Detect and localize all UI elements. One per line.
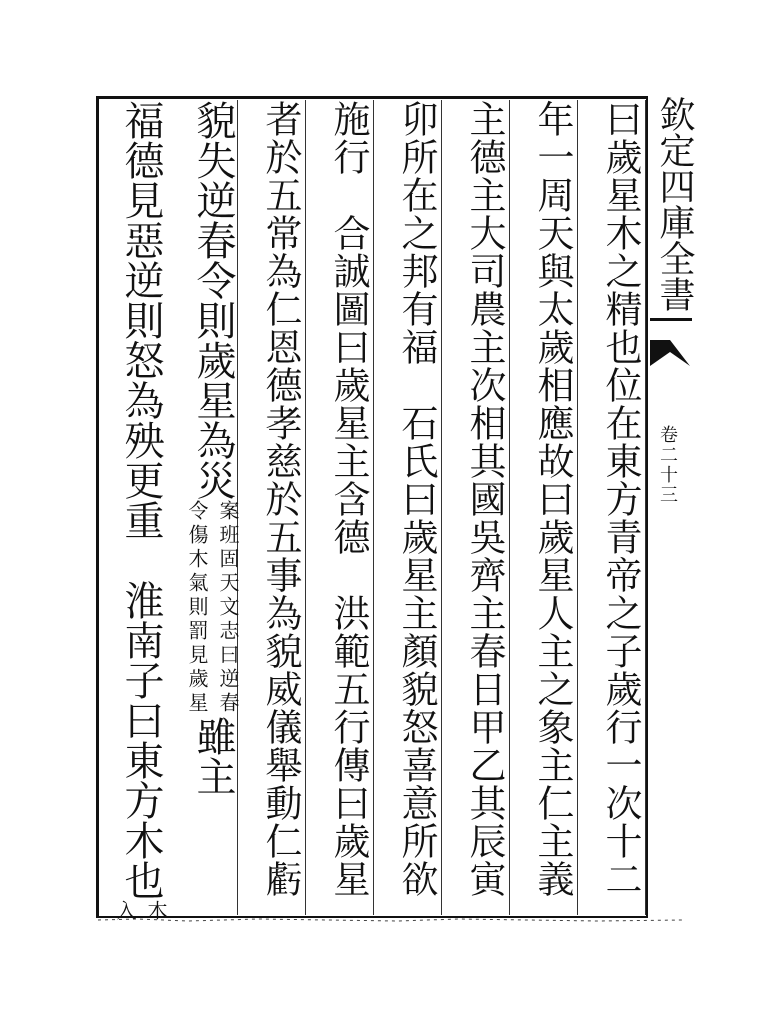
text-column-5: [324, 100, 374, 915]
text-column-3: [460, 100, 510, 915]
column-text: 卯所在之邦有福 石氏曰歲星主顏貌怒喜意所欲: [395, 100, 438, 898]
column-text: 曰歲星木之精也位在東方青帝之子歲行一次十二: [599, 100, 642, 898]
column-text: 福德見惡逆則怒為殃更重 淮南子曰東方木也: [118, 100, 164, 900]
text-column-8: [113, 100, 168, 920]
text-column-2: [528, 100, 578, 915]
text-column-4: [392, 100, 442, 915]
volume-label: 卷二十三: [657, 425, 678, 505]
text-column-1: [596, 100, 646, 915]
column-text: 主德主大司農主次相其國吳齊主春日甲乙其辰寅: [463, 100, 506, 898]
column-text: 年一周天與太歲相應故曰歲星人主之象主仁主義: [531, 100, 574, 898]
annotation-left: 入: [113, 900, 137, 920]
fish-tail-mark-icon: [648, 338, 692, 368]
text-column-6: [256, 100, 306, 915]
column-text-bottom: 雖主: [190, 716, 236, 796]
column-text: 施行 合誠圖曰歲星主含德 洪範五行傳曰歲星: [327, 100, 370, 898]
annotation-right: 木: [144, 900, 168, 920]
annotation-left: 令傷木氣則罰見歲星: [185, 500, 209, 716]
text-column-7: [185, 100, 240, 915]
book-title: 欽定四庫全書: [650, 96, 692, 321]
column-text-top: 貌失逆春令則歲星為災: [190, 100, 236, 500]
scan-noise: [98, 915, 683, 925]
column-text: 者於五常為仁恩德孝慈於五事為貌威儀舉動仁虧: [259, 100, 302, 898]
annotation-right: 案班固天文志曰逆春: [216, 500, 240, 716]
